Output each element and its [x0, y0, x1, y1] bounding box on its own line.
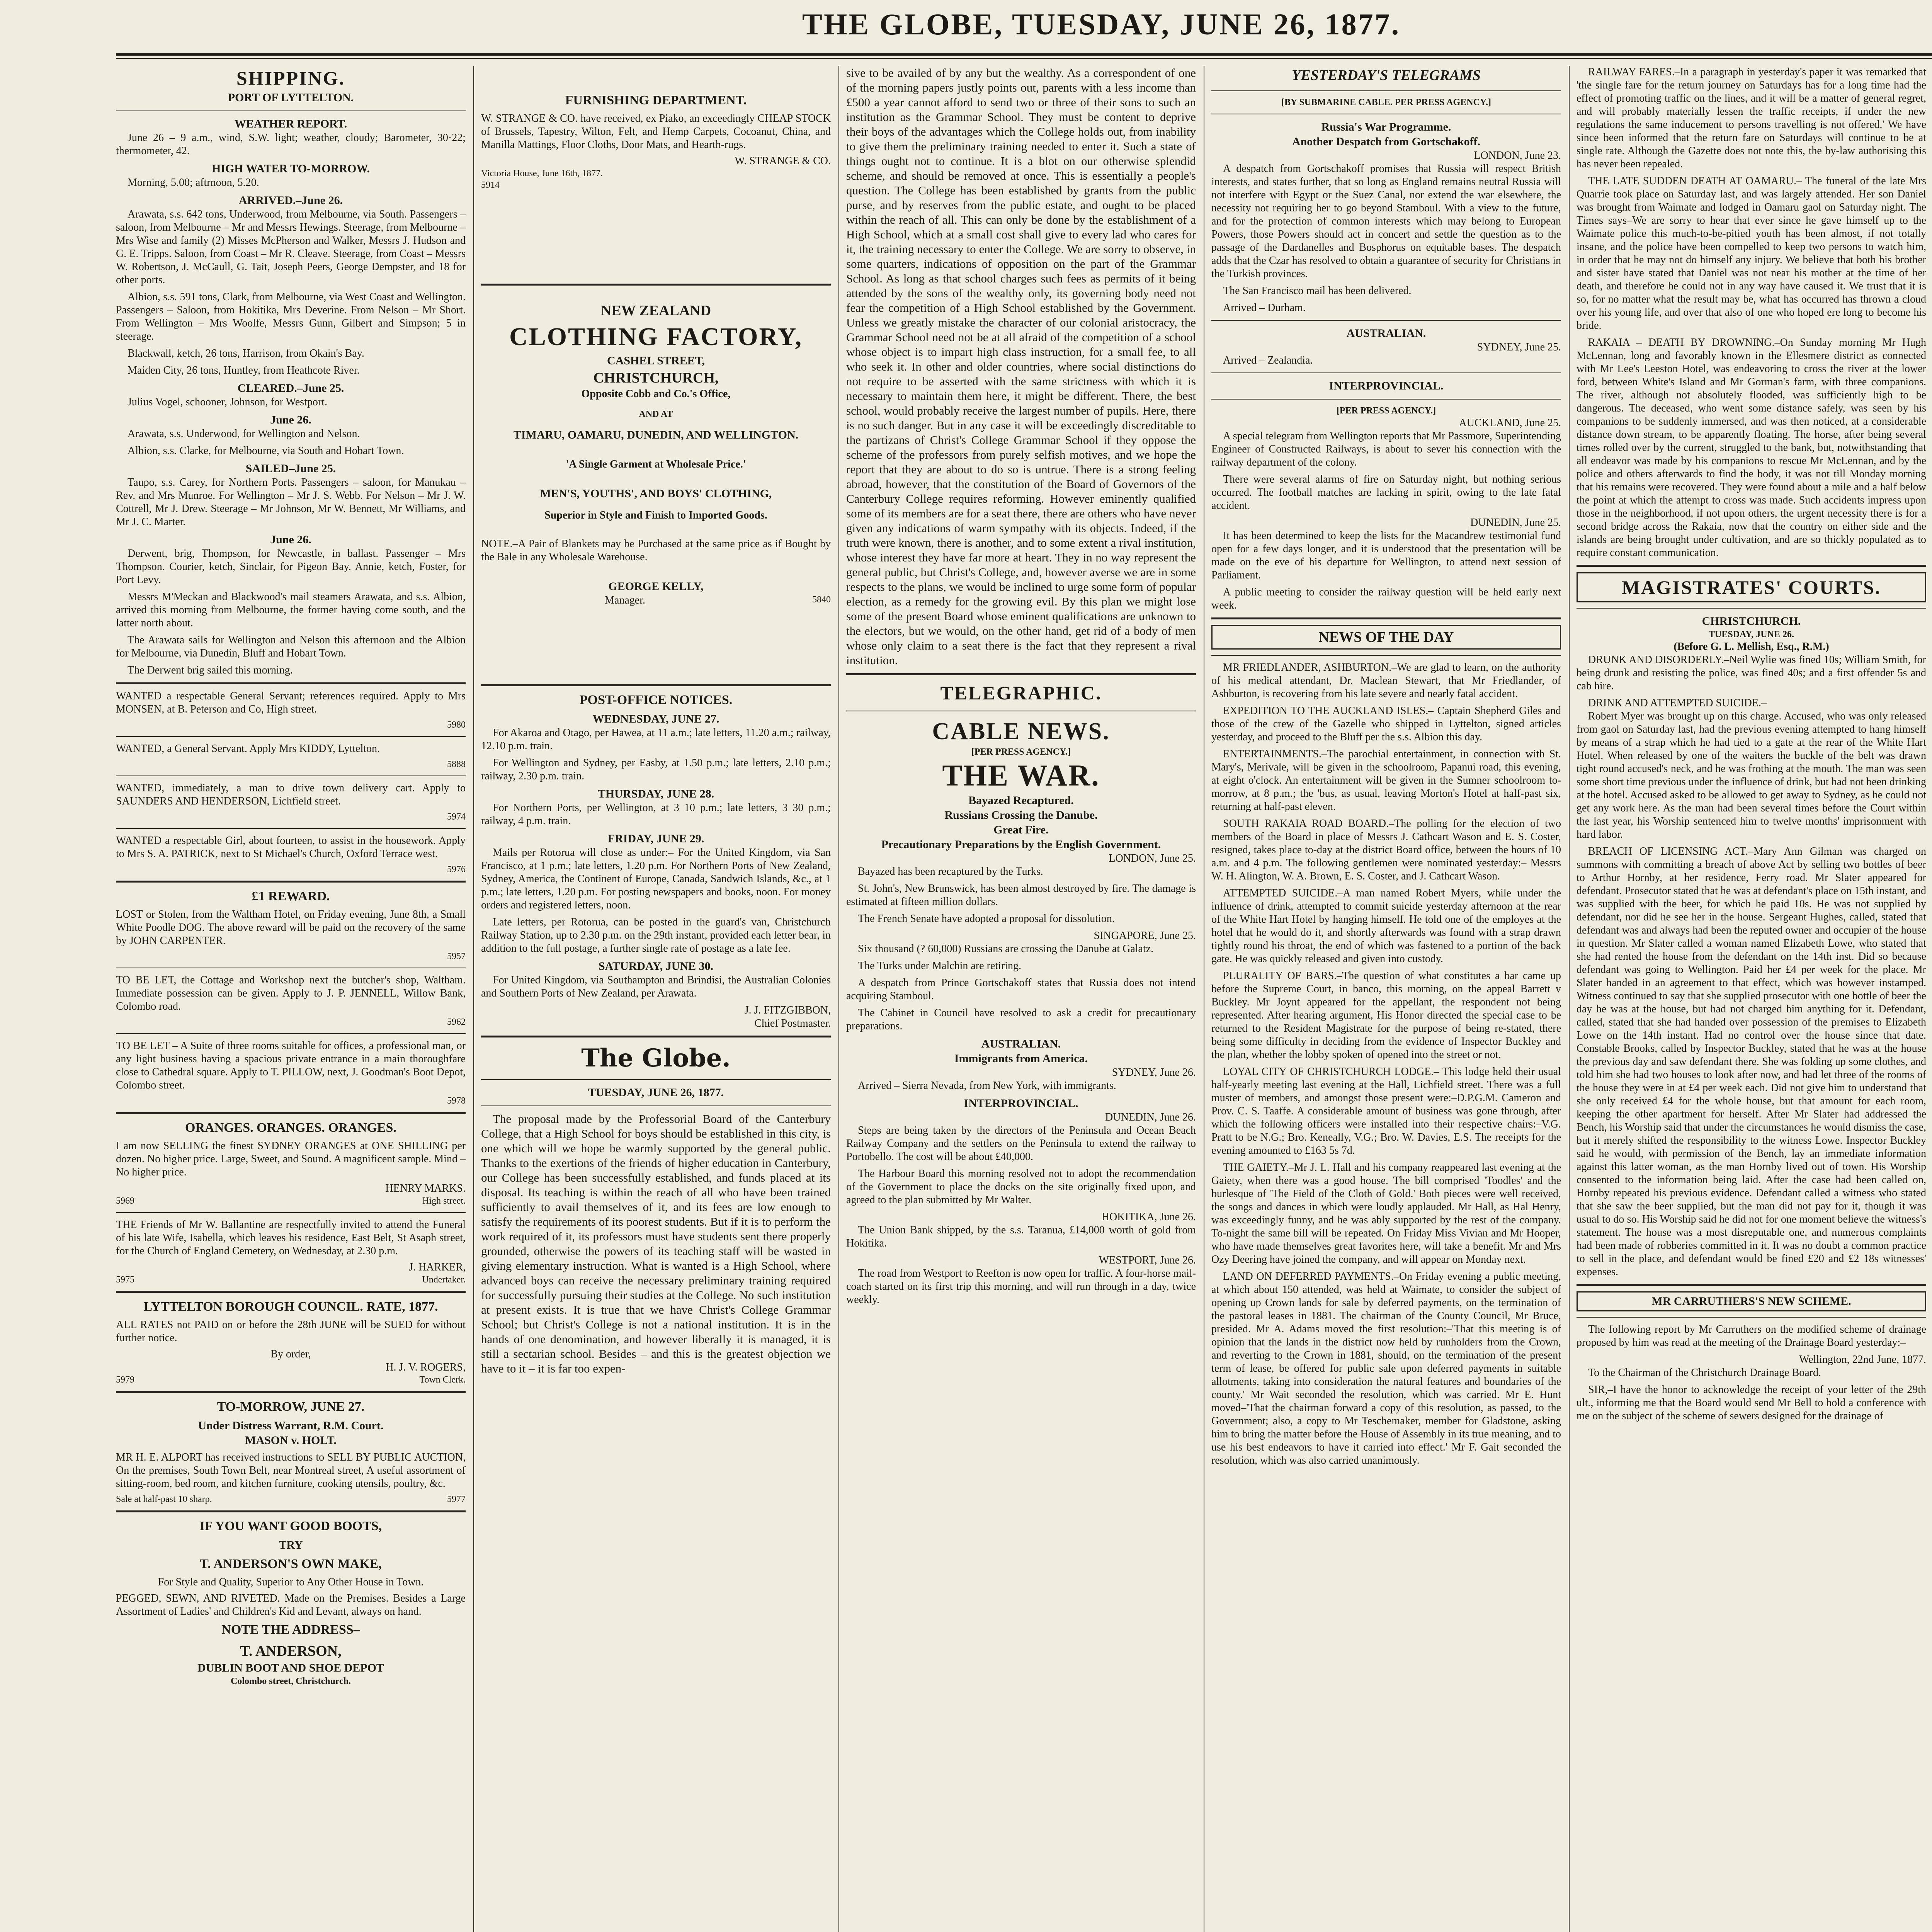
news-item: RAKAIA – DEATH BY DROWNING.–On Sunday morning Mr Hugh McLennan, long and favorably known in the Ellesmere district as connected with Mr Lee's Leeston Hotel, was endeavoring to cross the river at the lower ford, between White's Island and Mr Gorman's farm, with three companions. The river, although not absolutely flooded, was sufficiently high to be dangerous. The deceased, who went some distance safely, was seen by his companions to be suddenly immersed, and was then noticed, at a considerable distance down stream, to be apparently floating. The horse, after being several times rolled over by the current, struggled to the bank, but, notwithstanding that all endeavor was made by his companions to rescue Mr McLennan, and by the police and others afterwards to find the body, it was not till Monday morning that his remains were recovered. They were found about a mile and a half below the point at which the attempt to cross was made. Such accidents impress upon those in the neighborhood, if not upon others, the urgent necessity there is for a second bridge across the Rakaia, now that the country on either side and the islands are being brought under cultivation, and are so thickly populated as to require constant communication.	[1577, 337, 1926, 559]
column-5	[1577, 66, 1926, 1932]
column-4	[1211, 66, 1561, 1932]
ad-wanted-servant: WANTED a respectable General Servant; references required. Apply to Mrs MONSEN, at B. Peterson and Co, High street.	[116, 690, 466, 715]
ad-number: 5914	[481, 180, 500, 190]
thu-heading: THURSDAY, JUNE 28.	[597, 787, 714, 800]
news-item: LAND ON DEFERRED PAYMENTS.–On Friday evening a public meeting, at which about 150 attended, was held at Waimate, to consider the subject of opening up Crown lands for sale by deferred payments, on the termination of the pastoral leases in 1881. The chairman of the County Council, Mr Bruce, presided. Mr A. Adams moved the first resolution:–'That this meeting is of opinion that the lands in the district now held by runholders from the Crown, and reverting to the Crown in 1881, should, on the termination of the present term of lease, be offered for public sale upon deferred payments in suitable allotments, taking into consideration the natural features and boundaries of the county.' Mr Wait seconded the resolution, which was carried. Mr E. Hunt moved–'That the chairman forward a copy of this resolution, as passed, to the Government; also, a copy to Mr Teschemaker, member for Gladstone, asking him to bring the matter before the House of Assembly in its true meaning, and to use his best endeavors to have it carried into effect.' Mr F. Gait seconded the resolution, which was also carried unanimously.	[1211, 1270, 1561, 1466]
ad-number: 5977	[447, 1494, 466, 1504]
sat-heading: SATURDAY, JUNE 30.	[598, 960, 714, 973]
port-heading: PORT OF LYTTELTON.	[228, 91, 354, 104]
june26-heading: June 26.	[270, 413, 311, 426]
maiden-text: Maiden City, 26 tons, Huntley, from Heathcote River.	[128, 364, 360, 376]
court-before: (Before G. L. Mellish, Esq., R.M.)	[1673, 641, 1829, 653]
strange-address: Victoria House, June 16th, 1877.	[481, 168, 603, 179]
news-item: MR FRIEDLANDER, ASHBURTON.–We are glad to learn, on the authority of his medical attendant, Dr. Maclean Stewart, that Mr Friedlander, of Ashburton, is recovering from his late severe and nearly fatal accident.	[1211, 662, 1561, 700]
sydney-text: Arrived – Sierra Nevada, from New York, with immigrants.	[858, 1080, 1116, 1092]
australian-heading: AUSTRALIAN.	[1346, 327, 1426, 340]
ad-wanted-general: WANTED, a General Servant. Apply Mrs KIDDY, Lyttelton.	[116, 743, 380, 755]
mceckan-text: Messrs M'Meckan and Blackwood's mail steamers Arawata, and s.s. Albion, arrived this morning from Melbourne, the former having come south, and the latter north about.	[116, 591, 466, 629]
june26-text: Arawata, s.s. Underwood, for Wellington and Nelson.	[128, 428, 360, 440]
furnishing-text: W. STRANGE & CO. have received, ex Piako, an exceedingly CHEAP STOCK of Brussels, Tapestry, Wilton, Felt, and Hemp Carpets, Cocoanut, China, and Manilla Mattings, Floor Cloths, Door Mats, and Hearth-rugs.	[481, 112, 831, 151]
news-item: ENTERTAINMENTS.–The parochial entertainment, in connection with St. Mary's, Merivale, will be given in the schoolroom, Papanui road, this evening, at eight o'clock. An entertainment will be given in the Sumner schoolroom to-morrow, at 8 p.m.; the 'bus, as usual, leaving Morton's Hotel at half-past six, returning at half-past eleven.	[1211, 748, 1561, 813]
high-water-heading: HIGH WATER TO-MORROW.	[211, 162, 370, 175]
column-rule	[838, 66, 839, 1932]
sydney-dateline: SYDNEY, June 26.	[1112, 1066, 1196, 1078]
news-item: PLURALITY OF BARS.–The question of what constitutes a bar came up before the Supreme Court, in banco, this morning, on the appeal Barrett v Buckley. Mr Joynt appeared for the appellant, the respondent not being represented. After hearing argument, His Honor directed the special case to be returned to the Resident Magistrate for the purpose of being re-stated, there being some difficulty in deciding from the evidence of Inspector Buckley and the plan, whether the lobby spoken of opened into the street or not.	[1211, 970, 1561, 1061]
june26b-heading: June 26.	[270, 533, 311, 546]
carruthers-date: Wellington, 22nd June, 1877.	[1799, 1354, 1926, 1366]
oranges-heading: ORANGES. ORANGES. ORANGES.	[185, 1121, 396, 1135]
russia-programme: Russia's War Programme.	[1321, 121, 1451, 133]
carruthers-sir: SIR,–I have the honor to acknowledge the receipt of your letter of the 29th ult., informing me that the Board would send Mr Bell to hold a conference with me on the subject of the scheme of sewers designed for the drainage of	[1577, 1384, 1926, 1422]
fri-text-2: Late letters, per Rotorua, can be posted in the guard's van, Christchurch Railway Station, up to 2.30 p.m. on the 29th instant, provided each letter bear, in addition to the full postage, a further single rate of postage as a late fee.	[481, 916, 831, 954]
the-war-heading: THE WAR.	[942, 759, 1100, 792]
singapore-text-2: The Turks under Malchin are retiring.	[858, 960, 1022, 972]
drink-heading: DRINK AND ATTEMPTED SUICIDE.–	[1588, 697, 1767, 709]
singapore-text-3: A despatch from Prince Gortschakoff states that Russia does not intend acquiring Stamboul.	[846, 977, 1196, 1002]
masthead-rule	[116, 53, 1932, 56]
column-3	[846, 66, 1196, 1932]
hokitika-text: The Union Bank shipped, by the s.s. Taranua, £14,000 worth of gold from Hokitika.	[846, 1224, 1196, 1249]
immigrants-heading: Immigrants from America.	[954, 1052, 1088, 1065]
dunedin-text: It has been determined to keep the lists for the Macandrew testimonial fund open for a few days longer, and it is understood that the presentation will be made on the eve of his departure for Wellington, to attend next session of Parliament.	[1211, 530, 1561, 581]
news-item: LOYAL CITY OF CHRISTCHURCH LODGE.– This lodge held their usual half-yearly meeting last evening at the Hall, Lichfield street. There was a full muster of members, and amongst those present were:–D.P.G.M. Cameron and Prov. C. S. Taaffe. A considerable amount of business was gone through, after which the following officers were installed into their respective chairs:–V.G. Pratt to be N.G.; Bro. Keneally, V.G.; Bro. W. Davies, E.S. The receipts for the evening amounted to £163 5s 7d.	[1211, 1066, 1561, 1156]
council-heading: LYTTELTON BOROUGH COUNCIL. RATE, 1877.	[143, 1299, 438, 1314]
wed-text: For Akaroa and Otago, per Hawea, at 11 a.m.; late letters, 11.20 a.m.; railway, 12.10 p.m. train.	[481, 727, 831, 752]
oranges-signature: HENRY MARKS.	[385, 1182, 466, 1194]
london-text-3: The French Senate have adopted a proposal for dissolution.	[858, 913, 1115, 925]
auckland-text: A special telegram from Wellington reports that Mr Passmore, Superintending Engineer of Constructed Railways, is about to sever his connection with the railway department of the colony.	[1211, 430, 1561, 468]
auckland-text-2: There were several alarms of fire on Saturday night, but nothing serious occurred. The football matches are lacking in spirit, owing to the late fatal accident.	[1211, 473, 1561, 512]
london-text: A despatch from Gortschakoff promises that Russia will respect British interests, and states further, that so long as England remains neutral Russia will not interfere with Egypt or the Suez Canal, nor extend the war elsewhere, the necessity not requiring her to go beyond Stamboul. With a view to the future, and for the protection of common interests which may belong to European Powers, those Powers should act in concert and settle the question as to the passage of the Dardanelles and Bosphorus on equitable bases. The despatch adds that the Czar has resolved to obtain a guarantee of security for Christians in the Turkish provinces.	[1211, 163, 1561, 280]
christchurch-heading: CHRISTCHURCH,	[593, 370, 719, 386]
globe-title: The Globe.	[581, 1044, 731, 1073]
kelly-role: Manager.	[605, 594, 645, 606]
albion-text: Albion, s.s. 591 tons, Clark, from Melbourne, via West Coast and Wellington. Passengers – Saloon, from Hokitika, Mrs Deverine. From Nelson – Mr Short. From Wellington – Mrs Woolfe, Messrs Gunn, Gilbert and Simpson; 5 in steerage.	[116, 291, 466, 342]
interprovincial-heading: INTERPROVINCIAL.	[964, 1097, 1078, 1110]
wed-heading: WEDNESDAY, JUNE 27.	[592, 713, 719, 725]
ad-number: 5969	[116, 1196, 134, 1206]
harbour-text: The Harbour Board this morning resolved not to adopt the recommendation of the Government to place the docks on the site originally fixed upon, and agreed to the plan submitted by Mr Walter.	[846, 1168, 1196, 1206]
council-text: ALL RATES not PAID on or before the 28th JUNE will be SUED for without further notice.	[116, 1319, 466, 1344]
council-signature: H. J. V. ROGERS,	[386, 1361, 466, 1373]
ad-number: 5980	[447, 720, 466, 730]
ad-number: 5957	[447, 951, 466, 961]
arrived-text: Arawata, s.s. 642 tons, Underwood, from Melbourne, via South. Passengers – saloon, from Melbourne – Mr and Messrs Hewings. Steerage, from Melbourne – Mrs Wise and family (2) Misses McPherson and Walker, Messrs J. Hudson and G. E. Tripps. Saloon, from Coast – Mr R. Cleave. Steerage, from Coast – Messrs W. Robertson, J. McCaull, G. Tait, Joseph Peers, George Dempster, and 18 for other ports.	[116, 208, 466, 286]
australian-heading: AUSTRALIAN.	[981, 1037, 1061, 1050]
mason-heading: MASON v. HOLT.	[245, 1434, 337, 1447]
another-despatch: Another Despatch from Gortschakoff.	[1292, 135, 1481, 148]
ad-number: 5974	[447, 812, 466, 822]
towns: TIMARU, OAMARU, DUNEDIN, AND WELLINGTON.	[513, 429, 799, 441]
column-rule	[1569, 66, 1570, 1932]
news-item: EXPEDITION TO THE AUCKLAND ISLES.– Captain Shepherd Giles and those of the crew of the Gazelle who shipped in Lyttelton, signed articles yesterday, and proceed to the Bluff per the s.s. Albion this day.	[1211, 705, 1561, 743]
column-2	[481, 66, 831, 1932]
derwent-text: The Derwent brig sailed this morning.	[128, 664, 293, 676]
court-item: DRUNK AND DISORDERLY.–Neil Wylie was fined 10s; William Smith, for being drunk and resisting the police, was fined 40s; and a first offender 5s and cab hire.	[1577, 654, 1926, 692]
fri-heading: FRIDAY, JUNE 29.	[607, 832, 704, 845]
sailed-heading: SAILED–June 25.	[245, 462, 336, 475]
news-item: SOUTH RAKAIA ROAD BOARD.–The polling for the election of two members of the Board in place of Messrs J. Cathcart Wason and E. S. Coster, resigned, takes place to-day at the district Board office, between the hours of 10 a.m. and 4 p.m. The following gentlemen were nominated yesterday:– Messrs W. H. Alington, W. A. Brown, E. S. Coster, and J. Cathcart Wason.	[1211, 818, 1561, 882]
ad-number: 5975	[116, 1275, 134, 1285]
carruthers-heading: MR CARRUTHERS'S NEW SCHEME.	[1577, 1291, 1926, 1311]
war-subheading-3: Great Fire.	[993, 823, 1049, 836]
thu-text: For Northern Ports, per Wellington, at 3 10 p.m.; late letters, 3 30 p.m.; railway, 4 p.m. train.	[481, 802, 831, 827]
note-address: NOTE THE ADDRESS–	[221, 1622, 360, 1637]
telegraphic-heading: TELEGRAPHIC.	[940, 682, 1102, 704]
arrived-text: Arrived – Durham.	[1223, 302, 1306, 314]
per-press: [PER PRESS AGENCY.]	[971, 747, 1071, 757]
news-item: ATTEMPTED SUICIDE.–A man named Robert Myers, while under the influence of drink, attempted to commit suicide yesterday afternoon at the rear of the White Hart Hotel by hanging himself. He told one of the employes at the hotel that he would do it, and shortly afterwards was found with a strap drawn tightly round his throat, the end of which was fastened to a portion of the back gate. He was quickly released and given into custody.	[1211, 887, 1561, 965]
reward-heading: £1 REWARD.	[252, 889, 330, 903]
kelly-signature: GEORGE KELLY,	[608, 580, 704, 593]
london-text: Bayazed has been recaptured by the Turks.	[858, 866, 1043, 878]
london-dateline: LONDON, June 25.	[1109, 852, 1196, 864]
boots-try: TRY	[279, 1539, 303, 1551]
auckland-dateline: AUCKLAND, June 25.	[1459, 417, 1561, 429]
nz-heading: NEW ZEALAND	[600, 303, 711, 319]
shipping-heading: SHIPPING.	[236, 67, 345, 89]
sailed-text: Taupo, s.s. Carey, for Northern Ports. Passengers – saloon, for Manukau – Rev. and Mrs Munroe. For Wellington – Mr J. S. Webb. For Nelson – Mr J. W. Cottrell, Mr J. Drew. Steerage – Mr Johnson, Mr W. Bennett, Mr Williams, and Mr J. C. Marter.	[116, 476, 466, 528]
westport-text: The road from Westport to Reefton is now open for traffic. A four-horse mail-coach started on its first trip this morning, and will run through in a day, twice weekly.	[846, 1267, 1196, 1306]
carruthers-to: To the Chairman of the Christchurch Drainage Board.	[1588, 1367, 1821, 1379]
editorial-continued: sive to be availed of by any but the wealthy. As a correspondent of one of the morning papers justly points out, parents with a less income than £500 a year cannot afford to send two or three of their sons to such an institution as the Grammar School. They must be content to deprive their boys of the advantages which the College holds out, from inability to give them the preliminary training needed to enter it. Such a state of things ought not to continue. It is a blot on our otherwise splendid scheme, and should be removed at once. This is essentially a people's question. The College has been established by grants from the public purse, and by reserves from the public estate, and ought to be placed within the reach of all. This can only be done by the establishment of a High School, which at a small cost shall give to every lad who cares for it, the training necessary to enter the College. We are sorry to observe, in some quarters, indications of opposition on the part of the Grammar School. As long as that school charges such fees as permits of it being attended by the sons of the wealthy only, its governing body need not fear the competition of a High School established by the Government. Unless we greatly mistake the character of our colonial aristocracy, the Grammar School need not be at all afraid of the competition of a school whose object is to impart high class instruction, for a small fee, to all who seek it. In other and older countries, where social distinctions do not require to be asserted with the same strictness with which it is necessary to maintain them here, it might be different. There, the best school, would probably receive the largest number of pupils. Here, there is no such danger. But in any case it will be exceedingly discreditable to the partizans of Christ's College Grammar School if they oppose the scheme of the professors from purely selfish motives, and we hope the report that they are about to do so is untrue. There is a strong feeling abroad, however, that the constitution of the Board of Governors of the Canterbury College requires reforming. However eminently qualified some of its members are for a seat there, there are others who have never given any indications of warm sympathy with its objects. Indeed, if the truth were known, there is another, and to some extent a rival institution, whose interest they have far more at heart. They in no way represent the general public, but Christ's College, and, however averse we are in some respects to the plans, we would be inclined to urge some form of popular election, as a remedy for the growing evil. By this plan we might lose some of the present Board whose eminent qualifications are unknown to the electors, but we would, on the other hand, get rid of a body of men whose only claim to a seat there is the fact that they represent a rival institution.	[846, 66, 1196, 667]
council-order: By order,	[270, 1348, 311, 1360]
ad-number: 5840	[812, 595, 831, 605]
blackwall-text: Blackwall, ketch, 26 tons, Harrison, from Okain's Bay.	[128, 347, 364, 359]
dunedin-text: Steps are being taken by the directors of the Peninsula and Ocean Beach Railway Company and the settlers on the Peninsula to extend the railway to Portobello. The cost will be about £40,000.	[846, 1124, 1196, 1163]
anderson-name: T. ANDERSON,	[240, 1643, 342, 1659]
arrived-heading: ARRIVED.–June 26.	[238, 194, 343, 207]
sydney-text: Arrived – Zealandia.	[1223, 354, 1313, 366]
sydney-dateline: SYDNEY, June 25.	[1477, 341, 1561, 353]
dublin-depot: DUBLIN BOOT AND SHOE DEPOT	[197, 1662, 384, 1674]
wed-text-2: For Wellington and Sydney, per Easby, at 1.50 p.m.; late letters, 2.10 p.m.; railway, 2.30 p.m. train.	[481, 757, 831, 782]
war-subheading-1: Bayazed Recaptured.	[968, 794, 1074, 807]
dunedin-dateline: DUNEDIN, June 25.	[1470, 517, 1561, 529]
ad-number: 5976	[447, 864, 466, 874]
clothing-factory: CLOTHING FACTORY,	[509, 323, 803, 351]
opposite-text: Opposite Cobb and Co.'s Office,	[581, 388, 731, 400]
column-rule	[473, 66, 474, 1932]
singapore-text: Six thousand (? 60,000) Russians are crossing the Danube at Galatz.	[858, 943, 1154, 955]
post-office-heading: POST-OFFICE NOTICES.	[579, 693, 733, 707]
hokitika-dateline: HOKITIKA, June 26.	[1101, 1211, 1196, 1223]
weather-heading: WEATHER REPORT.	[234, 117, 347, 130]
reward-text: LOST or Stolen, from the Waltham Hotel, on Friday evening, June 8th, a Small White Poodle DOG. The above reward will be paid on the recovery of the same by JOHN CARPENTER.	[116, 908, 466, 947]
yesterdays-telegrams-heading: YESTERDAY'S TELEGRAMS	[1292, 67, 1481, 83]
albion2-text: Albion, s.s. Clarke, for Melbourne, via South and Hobart Town.	[128, 445, 404, 457]
christchurch-heading: CHRISTCHURCH.	[1702, 615, 1801, 628]
column-1	[116, 66, 466, 1932]
court-item: Robert Myer was brought up on this charge. Accused, who was only released from gaol on Saturday last, had the previous evening attempted to hang himself by means of a strap which he had tied to a gate at the rear of the White Hart Hotel. When released by one of the waiters the buckle of the belt was drawn tight round accused's neck, and he was frothing at the mouth. The man was seen some short time previous under the influence of drink, but had not been drinking at the hotel. Accused asked to be allowed to get away to Sydney, as he could not get any work here. As the man had been several times before the Court within the last year, his Worship sentenced him to twelve months' imprisonment with hard labor.	[1577, 710, 1926, 840]
funeral-notice: THE Friends of Mr W. Ballantine are respectfully invited to attend the Funeral of his late Wife, Isabella, which leaves his residence, East Belt, St Asaph street, for the Church of England Cemetery, on Wednesday, at 2.30 p.m.	[116, 1219, 466, 1257]
fitzgibbon-signature: J. J. FITZGIBBON,	[744, 1004, 831, 1016]
arawata-text: The Arawata sails for Wellington and Nelson this afternoon and the Albion for Melbourne, via Dunedin, Bluff and Hobart Town.	[116, 634, 466, 659]
globe-date: TUESDAY, JUNE 26, 1877.	[588, 1086, 724, 1099]
single-garment: 'A Single Garment at Wholesale Price.'	[566, 458, 746, 470]
war-subheading-4: Precautionary Preparations by the English Government.	[881, 838, 1161, 851]
london-text-2: St. John's, New Brunswick, has been almost destroyed by fire. The damage is estimated at fifteen million dollars.	[846, 883, 1196, 908]
sat-text: For United Kingdom, via Southampton and Brindisi, the Australian Colonies and Southern Ports of New Zealand, per Arawata.	[481, 974, 831, 999]
sanfran-text: The San Francisco mail has been delivered.	[1223, 285, 1412, 297]
ad-number: 5979	[116, 1375, 134, 1385]
cleared-heading: CLEARED.–June 25.	[237, 382, 344, 395]
news-of-the-day-heading: NEWS OF THE DAY	[1211, 625, 1561, 650]
westport-dateline: WESTPORT, June 26.	[1099, 1254, 1196, 1266]
news-item: RAILWAY FARES.–In a paragraph in yesterday's paper it was remarked that 'the single fare for the return journey on Saturdays has for a long time had the effect of promoting traffic on the lines, and it will be a matter of general regret, and will probably materially lessen the traffic receipts, if under the new regulations the same inducement to persons travelling is not offered.' We have since been informed that the return fare on Saturdays will continue to be at single rate. Although the Gazette does not note this, the by-law authorising this has never been repealed.	[1577, 66, 1926, 170]
fitzgibbon-role: Chief Postmaster.	[754, 1017, 831, 1029]
singapore-text-4: The Cabinet in Council have resolved to ask a credit for precautionary preparations.	[846, 1007, 1196, 1032]
distress-heading: Under Distress Warrant, R.M. Court.	[198, 1419, 384, 1432]
per-press: [PER PRESS AGENCY.]	[1336, 406, 1436, 416]
carruthers-intro: The following report by Mr Carruthers on the modified scheme of drainage proposed by him was read at the meeting of the Drainage Board yesterday:–	[1577, 1323, 1926, 1349]
london-dateline: LONDON, June 23.	[1474, 150, 1561, 162]
fri-text: Mails per Rotorua will close as under:– For the United Kingdom, via San Francisco, at 1 p.m.; late letters, 1.20 p.m. For Northern Ports of New Zealand, Sydney, America, the Continent of Europe, Canada, Sandwich Islands, &c., at 1 p.m.; late letters, 1.20 p.m. For posting newspapers and books, noon. For money orders and registered letters, noon.	[481, 847, 831, 911]
oranges-address: High street.	[422, 1196, 466, 1206]
dunedin-text-2: A public meeting to consider the railway question will be held early next week.	[1211, 586, 1561, 611]
auction-text: MR H. E. ALPORT has received instructions to SELL BY PUBLIC AUCTION, On the premises, South Town Belt, near Montreal street, A useful assortment of sitting-room, bed room, and kitchen furniture, cooking utensils, poultry, &c.	[116, 1451, 466, 1490]
boots-make: T. ANDERSON'S OWN MAKE,	[200, 1557, 382, 1571]
submarine-cable: [BY SUBMARINE CABLE. PER PRESS AGENCY.]	[1281, 97, 1491, 107]
masthead-rule-thin	[116, 58, 1932, 59]
blankets-note: NOTE.–A Pair of Blankets may be Purchased at the same price as if Bought by the Bale in any Wholesale Warehouse.	[481, 538, 831, 563]
weather-text: June 26 – 9 a.m., wind, S.W. light; weather, cloudy; Barometer, 30·22; thermometer, 42.	[116, 132, 466, 157]
ad-wanted-girl: WANTED a respectable Girl, about fourteen, to assist in the housework. Apply to Mrs S. A. PATRICK, next to St Michael's Church, Oxford Terrace west.	[116, 835, 466, 860]
boots-text: For Style and Quality, Superior to Any Other House in Town.	[158, 1576, 424, 1588]
court-item: BREACH OF LICENSING ACT.–Mary Ann Gilman was charged on summons with committing a breach of above Act by selling two bottles of beer to Arthur Hornby, at her residence, Ferry road. Mr Slater appeared for defendant. Prosecutor stated that he was at defendant's place on 15th instant, and was supplied with the beer, for which he paid 10s. He was not supplied by defendant, nor did he see her in the house. Sergeant Hughes, called, stated that defendant was and always had been the reputed owner and occupier of the house in question. Mr Slater called a woman named Elizabeth Lowe, who stated that she had rented the house from the defendant on the 14th inst. Did so because defendant was going to Wellington. Paid her £4 per week for the place. Mr Slater handed in an agreement to that effect, which was however instamped. Witness continued to say that she supplied prosecutor with one bottle of beer the day he was at the house, but had not charged him anything for it. Defendant, called, stated that she had handed over possession of the premises to Elizabeth Lowe on the 14th instant. Had no control over the house since that date. Constable Brooks, called by Inspector Buckley, stated that he was at the house the previous day and saw defendant there. She was folding up some clothes, and told him she had two houses to look after now, and had let three of the rooms of the house they were in at £4 per week each. Did not give him to understand that she only received £4 for the whole house, but that amount for each room, keeping the other apartment for herself. After Mr Slater had addressed the Bench, his Worship said that under the circumstances he would dismiss the case, but it merely shifted the responsibility to the witness Lowe. Inspector Buckley said he would, with permission of the Bench, lay an immediate information against this latter woman, as the man Hornby lived out of town. His Worship consented to the information being laid. After the case had been called on, Hornby repeated his previous evidence. Defendant called a witness who stated that she saw the beer supplied, but the man did not pay for it, though it was usual to do so. His Worship said he did not for one moment believe the witness's statement. The house was a most disreputable one, and numerous complaints had been made of robberies committed in it. It was no doubt a common practice to sell in the place, and defendant would be fined £20 and £2 18s witnesses' expenses.	[1577, 845, 1926, 1278]
furnishing-heading: FURNISHING DEPARTMENT.	[565, 93, 747, 107]
news-item: THE LATE SUDDEN DEATH AT OAMARU.– The funeral of the late Mrs Quarrie took place on Saturday last, and was largely attended. Her son Daniel was brought from Waimate and lodged in Oamaru gaol on Saturday night. The Times says–We are sorry to hear that ever since he gave himself up to the Waimate police this much-to-be-pitied youth has been almost, if not totally insane, and the police have been compelled to keep two persons to watch him, in order that he may not do himself any injury. We believe that both his brother and sister have stated that Daniel was not near his mother at the time of her death, and therefore he could not in any way have caused it. We trust that it is so, for no matter what the result may be, what has occurred has thrown a cloud over his young life, and over that also of one who hoped ere long to become his bride.	[1577, 175, 1926, 332]
ad-number: 5962	[447, 1017, 466, 1027]
auction-date: TO-MORROW, JUNE 27.	[217, 1400, 365, 1414]
war-subheading-2: Russians Crossing the Danube.	[944, 809, 1098, 821]
mens-clothing: MEN'S, YOUTHS', AND BOYS' CLOTHING,	[540, 487, 772, 500]
council-role: Town Clerk.	[419, 1375, 466, 1385]
ad-number: 5978	[447, 1096, 466, 1106]
cleared-text: Julius Vogel, schooner, Johnson, for Westport.	[128, 396, 327, 408]
cashel-street: CASHEL STREET,	[607, 354, 705, 367]
masthead: THE GLOBE, TUESDAY, JUNE 26, 1877.	[802, 7, 1401, 41]
pegged-text: PEGGED, SEWN, AND RIVETED. Made on the Premises. Besides a Large Assortment of Ladies' and Children's Kid and Levant, always on hand.	[116, 1592, 466, 1617]
boots-heading: IF YOU WANT GOOD BOOTS,	[199, 1519, 382, 1533]
magistrates-heading: MAGISTRATES' COURTS.	[1577, 572, 1926, 602]
ad-wanted-driver: WANTED, immediately, a man to drive town delivery cart. Apply to SAUNDERS AND HENDERSON, Lichfield street.	[116, 782, 466, 807]
tolet-rooms: TO BE LET – A Suite of three rooms suitable for offices, a professional man, or any light business having a spacious private entrance in a main thoroughfare close to Cathedral square. Apply to T. PILLOW, next, J. Goodman's Boot Depot, Colombo street.	[116, 1040, 466, 1091]
funeral-signature: J. HARKER,	[408, 1261, 466, 1273]
high-water-text: Morning, 5.00; aftrnoon, 5.20.	[128, 177, 259, 189]
oranges-text: I am now SELLING the finest SYDNEY ORANGES at ONE SHILLING per dozen. No higher price. Large, Sweet, and Sound. A magnificent sample. Mind – No higher price.	[116, 1140, 466, 1178]
cable-news-heading: CABLE NEWS.	[932, 718, 1110, 745]
dublin-address: Colombo street, Christchurch.	[230, 1676, 351, 1686]
june26b-text: Derwent, brig, Thompson, for Newcastle, in ballast. Passenger – Mrs Thompson. Courier, ketch, Sinclair, for Pigeon Bay. Annie, ketch, Foster, for Port Levy.	[116, 548, 466, 586]
auction-sale-time: Sale at half-past 10 sharp.	[116, 1494, 212, 1504]
and-at: AND AT	[639, 409, 673, 419]
dunedin-dateline: DUNEDIN, June 26.	[1105, 1111, 1196, 1123]
strange-signature: W. STRANGE & CO.	[735, 155, 831, 167]
singapore-dateline: SINGAPORE, June 25.	[1094, 930, 1196, 942]
news-item: THE GAIETY.–Mr J. L. Hall and his company reappeared last evening at the Gaiety, when there was a good house. The bill comprised 'Toodles' and the burlesque of 'The Field of the Cloth of Gold.' Both pieces were well received, the songs and dances in which were loudly applauded. Mr Hall, as Hal Henry, was exceedingly funny, and he was ably supported by the rest of the company. To-night the same bill will be repeated. On Friday Miss Vivian and Mr Hooper, who have made themselves great favorites here, will take a benefit. Mr and Mrs Ozy Deering have joined the company, and will appear on Monday next.	[1211, 1162, 1561, 1265]
tolet-cottage: TO BE LET, the Cottage and Workshop next the butcher's shop, Waltham. Immediate possession can be given. Apply to J. P. JENNELL, Willow Bank, Colombo road.	[116, 974, 466, 1012]
funeral-role: Undertaker.	[422, 1275, 466, 1285]
interprovincial-heading: INTERPROVINCIAL.	[1329, 379, 1444, 392]
court-date: TUESDAY, JUNE 26.	[1709, 629, 1794, 639]
editorial-text: The proposal made by the Professorial Board of the Canterbury College, that a High School for boys should be established in this city, is one which will we hope be warmly supported by the general public. Thanks to the exertions of the friends of higher education in Canterbury, our College has been successfully established, and funds placed at its disposal. Its teaching is within the reach of all who have been trained sufficiently to avail themselves of it, and its fees are low enough to satisfy the requirements of its poorest students. But if it is to perform the work required of it, its professors must have students sent there properly grounded, otherwise the powers of its teaching staff will be wasted in giving elementary instruction. What is wanted is a High School, where advanced boys can receive the necessary preliminary training required for successfully pursuing their studies at the College. No such institution at present exists. It is true that we have Christ's College Grammar School; but Christ's College is not a national institution. It is in the hands of one denomination, and however liberally it is managed, it is still a sectarian school. Besides – and this is the greatest objection we have to it – it is far too expen-	[481, 1112, 831, 1375]
ad-number: 5888	[447, 759, 466, 769]
superior-text: Superior in Style and Finish to Imported Goods.	[544, 509, 767, 521]
